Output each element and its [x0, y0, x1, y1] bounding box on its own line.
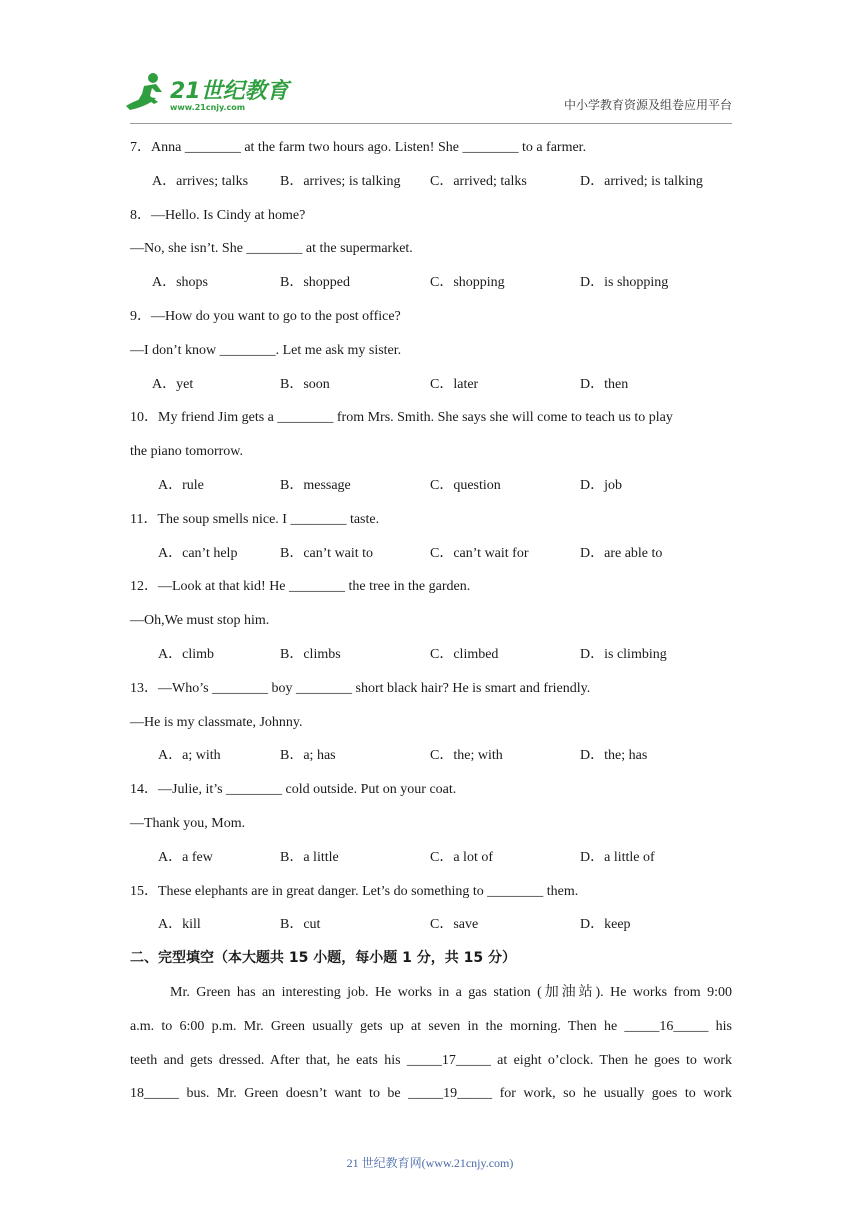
question-stem: 14．—Julie, it’s ________ cold outside. Put on your coat.: [130, 782, 457, 798]
question-item: [130, 672, 732, 773]
answer-option: D．a little of: [580, 849, 655, 865]
answer-option: C．climbed: [430, 646, 499, 662]
running-figure-icon: [126, 73, 162, 110]
answer-option: D．is shopping: [580, 275, 669, 291]
passage-text: teeth and gets dressed. After that, he eats his: [130, 1052, 407, 1068]
question-item: [130, 300, 732, 401]
answer-options: [130, 908, 732, 942]
passage-text: bus. Mr. Green doesn’t want to be: [179, 1086, 409, 1102]
page-footer: 21 世纪教育网(www.21cnjy.com): [346, 1156, 514, 1170]
answer-option: D．job: [580, 477, 622, 493]
answer-option: C．later: [430, 376, 479, 392]
passage-line: [130, 1077, 732, 1111]
answer-options: [130, 266, 732, 300]
answer-option: C．shopping: [430, 275, 505, 291]
question-stem: 12．—Look at that kid! He ________ the tree in the garden.: [130, 579, 471, 595]
answer-option: C．can’t wait for: [430, 545, 529, 561]
question-dialogue-line: the piano tomorrow.: [130, 444, 244, 460]
answer-option: B．can’t wait to: [280, 545, 374, 561]
passage-line: [130, 976, 732, 1010]
logo-url: www.21cnjy.com: [170, 103, 246, 112]
answer-options: [130, 537, 732, 571]
page-header: [120, 68, 732, 116]
answer-option: A．arrives; talks: [152, 173, 249, 189]
answer-option: D．keep: [580, 917, 631, 933]
question-item: [130, 131, 732, 199]
answer-option: A．a; with: [158, 748, 221, 764]
answer-options: [130, 165, 732, 199]
question-item: [130, 503, 732, 571]
header-divider: [130, 123, 732, 124]
answer-option: B．message: [280, 477, 351, 493]
logo: [120, 68, 300, 114]
answer-option: D．is climbing: [580, 646, 667, 662]
answer-option: C．save: [430, 917, 479, 933]
question-dialogue-line: —He is my classmate, Johnny.: [130, 714, 303, 730]
header-platform-text: 中小学教育资源及组卷应用平台: [563, 98, 732, 112]
answer-options: [130, 739, 732, 773]
passage-line: [130, 1010, 732, 1044]
answer-option: A．kill: [158, 917, 201, 933]
answer-option: B．soon: [280, 376, 330, 392]
answer-option: C．the; with: [430, 748, 503, 764]
document-body: [130, 131, 732, 1111]
passage-line: [130, 1044, 732, 1078]
answer-options: [130, 469, 732, 503]
cloze-blank: _____19_____: [408, 1086, 493, 1102]
answer-option: B．arrives; is talking: [280, 173, 401, 189]
cloze-blank: _____17_____: [406, 1052, 491, 1068]
answer-option: B．climbs: [280, 646, 341, 662]
cloze-passage: [130, 976, 732, 1111]
cloze-blank: 18_____: [130, 1086, 179, 1102]
question-stem: 8．—Hello. Is Cindy at home?: [130, 207, 306, 223]
question-item: [130, 773, 732, 874]
answer-option: B．a; has: [280, 748, 336, 764]
answer-options: [130, 638, 732, 672]
passage-text: his: [708, 1018, 732, 1034]
answer-option: B．cut: [280, 917, 321, 933]
answer-option: C．arrived; talks: [430, 173, 527, 189]
answer-option: C．a lot of: [430, 849, 493, 865]
answer-option: B．a little: [280, 849, 339, 865]
answer-option: D．are able to: [580, 545, 663, 561]
cloze-blank: _____16_____: [624, 1018, 709, 1034]
question-item: [130, 875, 732, 943]
question-stem: 13．—Who’s ________ boy ________ short black hair? He is smart and friendly.: [130, 680, 591, 696]
question-dialogue-line: —I don’t know ________. Let me ask my sister.: [130, 342, 402, 358]
answer-option: A．shops: [152, 275, 209, 291]
question-stem: 10．My friend Jim gets a ________ from Mrs. Smith. She says she will come to teach us to play: [130, 410, 673, 426]
answer-option: A．can’t help: [158, 545, 238, 561]
passage-text: Mr. Green has an interesting job. He works in a gas station (加油站). He works from 9:00: [170, 984, 732, 1000]
question-dialogue-line: —Oh,We must stop him.: [130, 613, 270, 629]
answer-options: [130, 368, 732, 402]
question-stem: 11．The soup smells nice. I ________ taste.: [130, 511, 380, 527]
answer-options: [130, 841, 732, 875]
question-dialogue-line: —Thank you, Mom.: [130, 815, 246, 831]
question-list: [130, 131, 732, 942]
question-stem: 9．—How do you want to go to the post office?: [130, 308, 401, 324]
answer-option: B．shopped: [280, 275, 350, 291]
passage-text: for work, so he usually goes to work: [492, 1086, 733, 1102]
answer-option: A．climb: [158, 646, 214, 662]
answer-option: A．a few: [158, 849, 213, 865]
logo-text: 21世纪教育: [170, 79, 289, 104]
answer-option: A．yet: [152, 376, 194, 392]
question-stem: 15．These elephants are in great danger. Let’s do something to ________ them.: [130, 883, 579, 899]
answer-option: D．then: [580, 376, 629, 392]
passage-text: a.m. to 6:00 p.m. Mr. Green usually gets up at seven in the morning. Then he: [130, 1018, 625, 1034]
question-stem: 7．Anna ________ at the farm two hours ago. Listen! She ________ to a farmer.: [130, 140, 587, 155]
passage-text: at eight o’clock. Then he goes to work: [490, 1052, 732, 1068]
question-item: [130, 401, 732, 502]
question-dialogue-line: —No, she isn’t. She ________ at the supermarket.: [130, 241, 413, 257]
answer-option: D．arrived; is talking: [580, 173, 703, 189]
answer-option: A．rule: [158, 477, 204, 493]
answer-option: D．the; has: [580, 748, 648, 764]
section-heading: 二、完型填空（本大题共 15 小题，每小题 1 分，共 15 分）: [130, 950, 516, 967]
question-item: [130, 199, 732, 300]
question-item: [130, 570, 732, 671]
answer-option: C．question: [430, 477, 501, 493]
